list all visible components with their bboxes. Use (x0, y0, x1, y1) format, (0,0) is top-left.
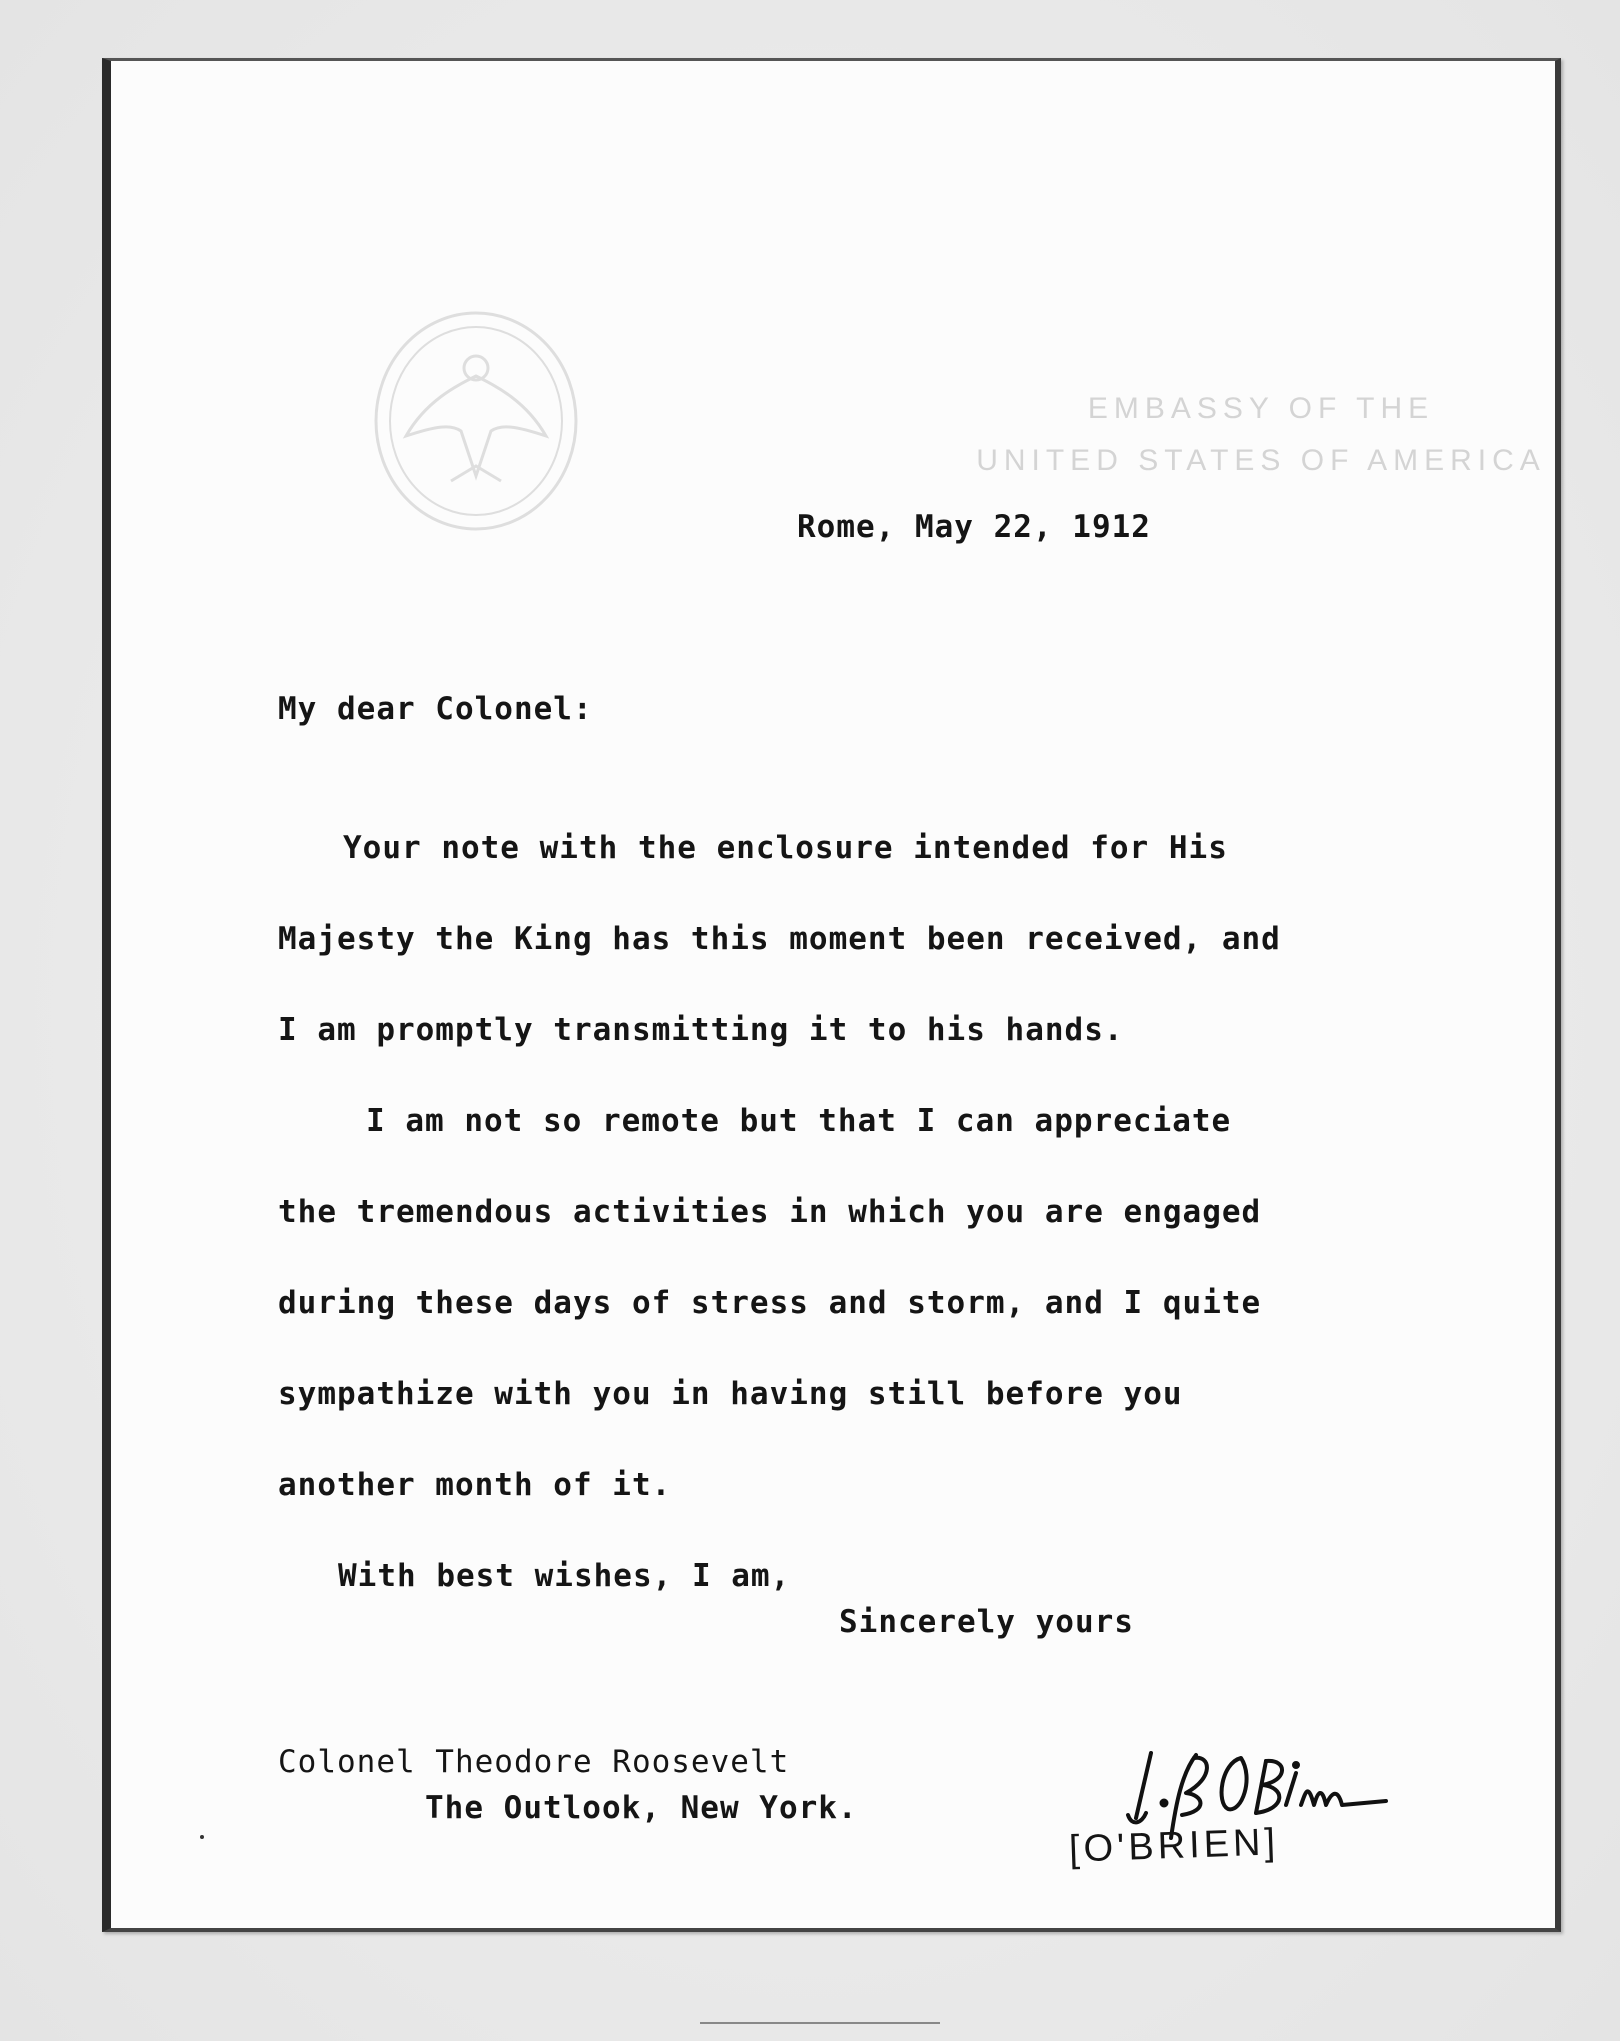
body-line: the tremendous activities in which you are engaged (278, 1194, 1262, 1230)
dateline: Rome, May 22, 1912 (797, 509, 1151, 545)
letterhead-line-1: EMBASSY OF THE (1087, 392, 1435, 425)
body-line: Majesty the King has this moment been received, and (278, 921, 1281, 957)
body-line: I am promptly transmitting it to his hands. (278, 1012, 1124, 1048)
body-line: I am not so remote but that I can appreciate (366, 1103, 1232, 1139)
body-line: during these days of stress and storm, and I quite (278, 1285, 1262, 1321)
letterhead (931, 383, 1591, 487)
bracket-note: [O'BRIEN] (1068, 1821, 1280, 1871)
salutation: My dear Colonel: (278, 691, 593, 727)
complimentary-close: Sincerely yours (839, 1604, 1134, 1640)
letter-page (102, 58, 1561, 1932)
embossed-eagle-seal-icon (366, 306, 586, 536)
letterhead-line-2: UNITED STATES OF AMERICA (976, 444, 1546, 477)
body-line: another month of it. (278, 1467, 672, 1503)
addressee-name: Colonel Theodore Roosevelt (278, 1744, 790, 1780)
addressee-address: The Outlook, New York. (425, 1790, 858, 1826)
bottom-rule (700, 2022, 940, 2024)
body-line: Your note with the enclosure intended for His (343, 830, 1228, 866)
scan-speck (200, 1835, 204, 1839)
closing-line: With best wishes, I am, (338, 1558, 791, 1594)
body-line: sympathize with you in having still before you (278, 1376, 1183, 1412)
